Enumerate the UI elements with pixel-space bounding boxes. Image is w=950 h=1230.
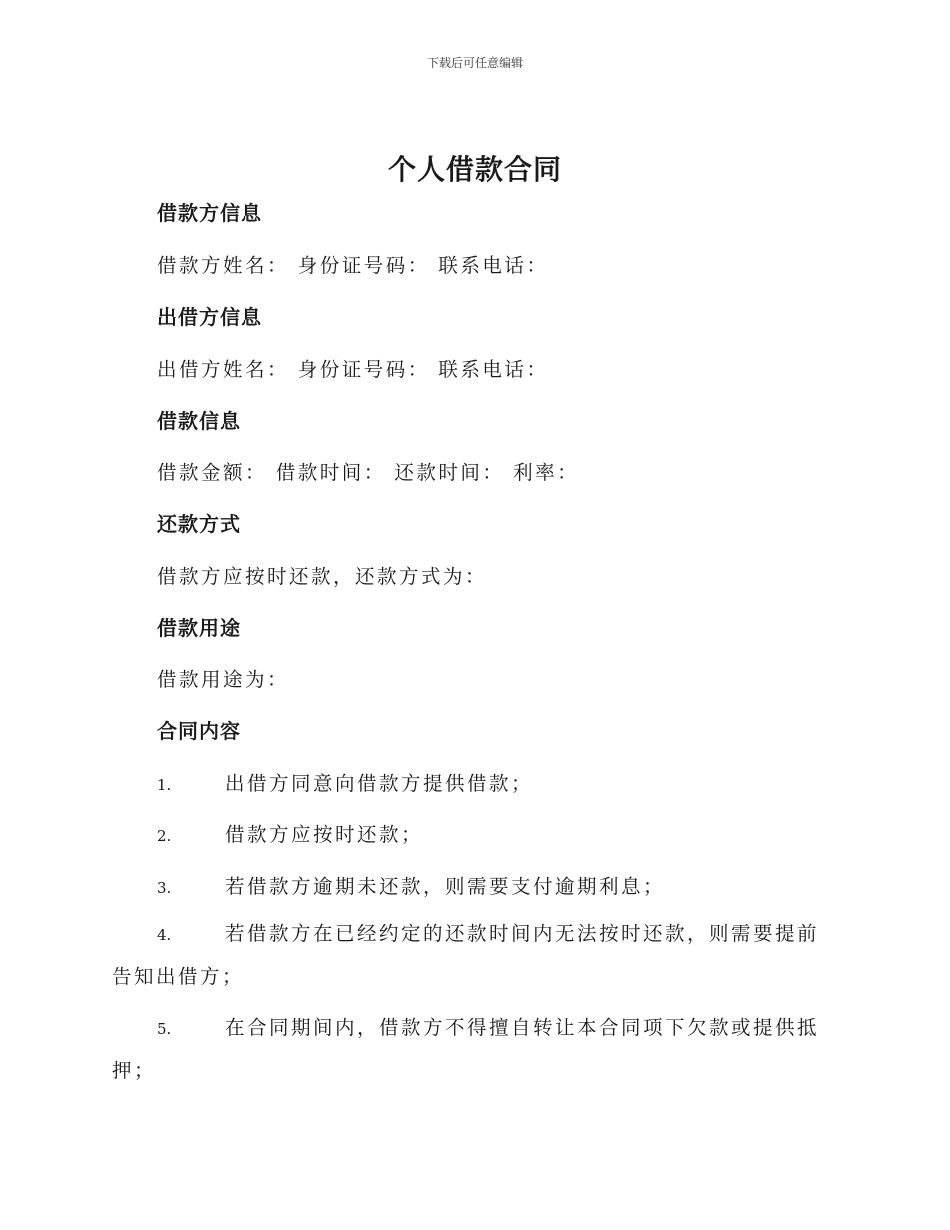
section-heading-borrower: 借款方信息 [157, 201, 262, 225]
section-heading-repayment: 还款方式 [157, 512, 241, 536]
item-number: 3. [157, 879, 172, 897]
section-heading-loan: 借款信息 [157, 409, 241, 433]
loan-fields: 借款金额： 借款时间： 还款时间： 利率： [157, 461, 580, 484]
contract-item [157, 871, 837, 899]
item-number: 2. [157, 827, 172, 845]
lender-fields: 出借方姓名： 身份证号码： 联系电话： [157, 358, 549, 381]
purpose-text: 借款用途为： [157, 668, 290, 691]
item-text: 在合同期间内，借款方不得擅自转让本合同项下欠款或提供抵押； [112, 1016, 820, 1082]
item-number: 4. [157, 926, 172, 944]
header-note: 下载后可任意编辑 [426, 56, 523, 70]
section-heading-purpose: 借款用途 [157, 616, 241, 640]
contract-item [112, 913, 832, 998]
item-text: 若借款方逾期未还款，则需要支付逾期利息； [225, 875, 666, 898]
repayment-text: 借款方应按时还款，还款方式为： [157, 565, 488, 588]
item-text: 借款方应按时还款； [225, 823, 424, 846]
contract-item [157, 819, 837, 847]
document-title: 个人借款合同 [387, 153, 562, 186]
section-heading-contract: 合同内容 [157, 719, 241, 743]
item-text: 出借方同意向借款方提供借款； [225, 772, 534, 795]
contract-item [112, 1007, 832, 1092]
borrower-fields: 借款方姓名： 身份证号码： 联系电话： [157, 254, 549, 277]
item-text: 若借款方在已经约定的还款时间内无法按时还款，则需要提前告知出借方； [112, 922, 820, 988]
item-number: 1. [157, 776, 172, 794]
item-number: 5. [157, 1020, 172, 1038]
section-heading-lender: 出借方信息 [157, 305, 262, 329]
contract-item [157, 768, 837, 796]
